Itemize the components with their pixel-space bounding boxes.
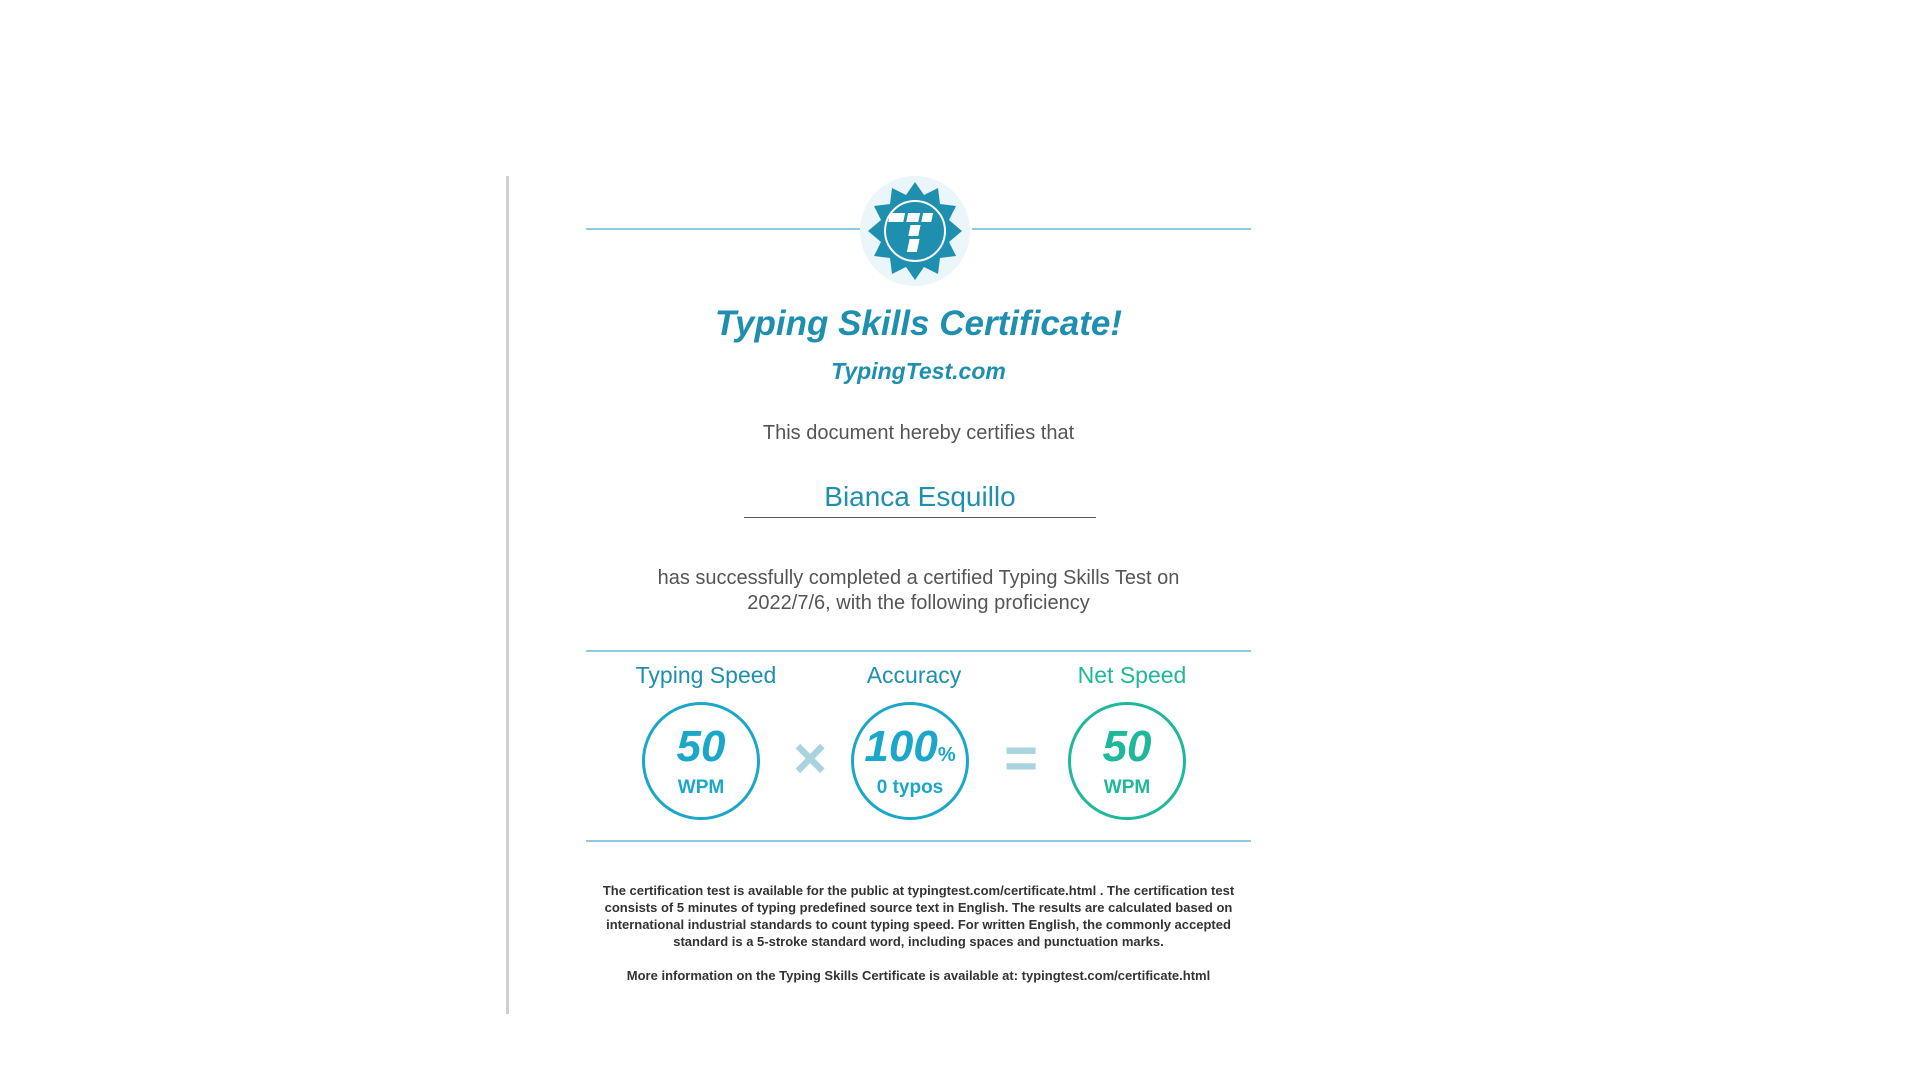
typing-speed-unit: WPM	[677, 777, 725, 798]
accuracy-percent: %	[937, 744, 956, 766]
accuracy-value: 100	[864, 722, 938, 771]
net-speed-label: Net Speed	[1077, 662, 1187, 688]
equals-icon: =	[1004, 726, 1038, 791]
header-line-left	[586, 228, 860, 230]
certificate-subtitle: TypingTest.com	[831, 358, 1006, 384]
page-left-border	[506, 176, 509, 1014]
more-info-text: More information on the Typing Skills Certificate is available at: typingtest.com/certificate.html	[626, 968, 1211, 983]
typing-speed-label: Typing Speed	[635, 662, 777, 688]
net-speed-value: 50	[1102, 722, 1152, 771]
certificate	[586, 176, 1251, 1016]
accuracy-circle	[851, 702, 969, 820]
certificate-title: Typing Skills Certificate!	[714, 304, 1123, 343]
multiply-icon: ×	[793, 726, 827, 791]
accuracy-label: Accuracy	[866, 662, 962, 688]
typingtest-seal-icon	[858, 176, 972, 286]
accuracy-typos: 0 typos	[876, 777, 944, 798]
typing-speed-circle	[642, 702, 760, 820]
scores-bottom-line	[586, 840, 1251, 842]
certification-footnote: The certification test is available for the public at typingtest.com/certificate.html . The certification test consists of 5 minutes of typing predefined source text in English. The results are calculated based on international industrial standards to count typing speed. For written English, the commonly accepted standard is a 5-stroke standard word, including spaces and punctuation marks.	[602, 883, 1235, 949]
certifies-text: This document hereby certifies that	[762, 422, 1075, 444]
typing-speed-value: 50	[676, 722, 726, 771]
net-speed-circle	[1068, 702, 1186, 820]
scores-top-line	[586, 650, 1251, 652]
header-line-right	[972, 228, 1251, 230]
accuracy-value-wrap	[854, 722, 966, 777]
net-speed-unit: WPM	[1103, 777, 1151, 798]
completion-text: has successfully completed a certified Typing Skills Test on 2022/7/6, with the following proficiency	[657, 567, 1180, 614]
recipient-name: Bianca Esquillo	[744, 481, 1096, 518]
